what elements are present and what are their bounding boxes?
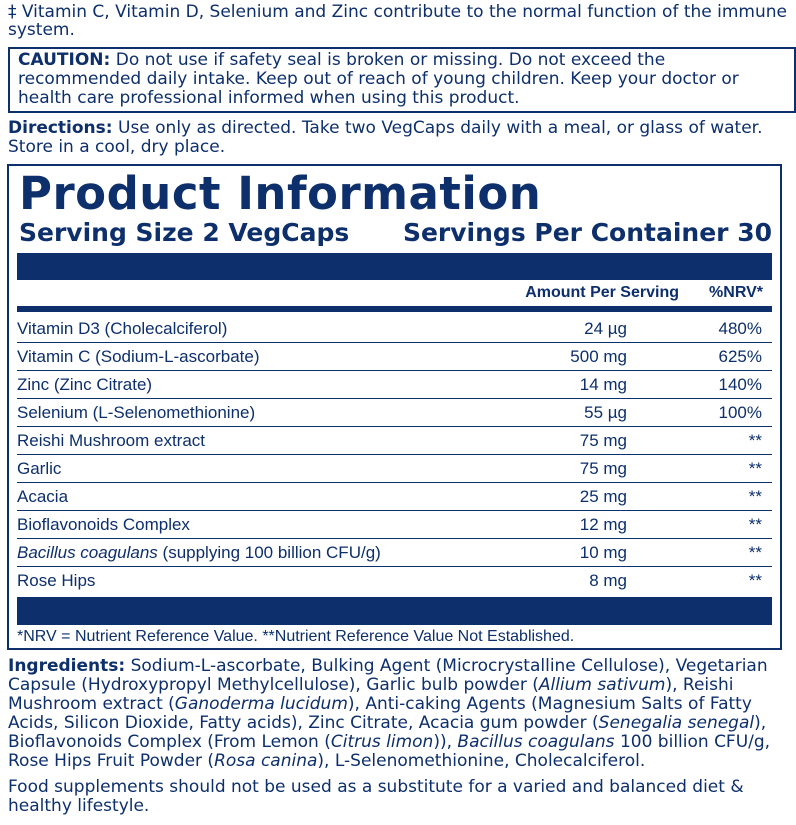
ingredients-latin-name: Bacillus coagulans — [457, 732, 615, 752]
column-header-amount: Amount Per Serving — [525, 284, 679, 301]
directions-text: Use only as directed. Take two VegCaps daily with a meal, or glass of water. Store in a cool, dry place. — [8, 118, 763, 157]
column-header-nrv: %NRV* — [709, 284, 763, 301]
table-row — [17, 455, 772, 483]
nutrient-amount: 55 µg — [584, 403, 627, 422]
ingredients-text: ), Reishi Mushroom extract ( — [8, 675, 734, 714]
nutrient-nrv: ** — [748, 515, 762, 534]
table-row — [17, 399, 772, 427]
nutrient-nrv: ** — [748, 487, 762, 506]
nutrient-amount: 14 mg — [579, 375, 627, 394]
nutrient-nrv: 480% — [718, 319, 762, 338]
nutrient-amount: 75 mg — [579, 431, 627, 450]
nutrient-name-rest: (supplying 100 billion CFU/g) — [157, 543, 381, 562]
nutrient-name-italic: Bacillus coagulans — [17, 543, 158, 562]
nutrient-name: Acacia — [17, 487, 69, 506]
serving-size: Serving Size 2 VegCaps — [19, 218, 350, 247]
directions-label: Directions: — [8, 118, 113, 138]
table-row — [17, 567, 772, 594]
ingredients-latin-name: Citrus limon — [330, 732, 434, 752]
nutrient-nrv: ** — [748, 543, 762, 562]
nutrient-table — [17, 315, 772, 594]
nrv-footnote: *NRV = Nutrient Reference Value. **Nutrient Reference Value Not Established. — [17, 628, 575, 645]
immune-claim-note: ‡ Vitamin C, Vitamin D, Selenium and Zinc contribute to the normal function of the immune system. — [8, 2, 788, 40]
ingredients-latin-name: Senegalia senegal — [598, 713, 755, 733]
footer-bar — [17, 597, 772, 625]
ingredients-label: Ingredients: — [8, 656, 126, 676]
caution-text: Do not use if safety seal is broken or missing. Do not exceed the recommended daily intake. Keep out of reach of young children. Keep your doctor or health care professional informed when using this product. — [18, 50, 739, 108]
ingredients-text: )), — [433, 732, 458, 752]
table-row — [17, 343, 772, 371]
nutrient-name: Garlic — [17, 459, 62, 478]
product-information-panel — [7, 164, 782, 650]
table-row — [17, 483, 772, 511]
ingredients-text: ), Anti-caking Agents (Magnesium Salts of Fatty Acids, Silicon Dioxide, Fatty acids), Zinc Citrate, Acacia gum powder ( — [8, 694, 752, 733]
table-row — [17, 539, 772, 567]
directions — [8, 119, 788, 157]
nutrient-name: Rose Hips — [17, 571, 96, 590]
nutrient-name: Vitamin C (Sodium-L-ascorbate) — [17, 347, 260, 366]
nutrient-name: Reishi Mushroom extract — [17, 431, 206, 450]
table-row — [17, 427, 772, 455]
ingredients — [8, 657, 790, 771]
nutrient-name: Bioflavonoids Complex — [17, 515, 190, 534]
nutrient-name — [17, 539, 381, 566]
nutrient-name: Vitamin D3 (Cholecalciferol) — [17, 319, 228, 338]
nutrient-amount: 75 mg — [579, 459, 627, 478]
header-divider — [17, 306, 772, 312]
ingredients-text: 100 billion CFU/g, Rose Hips Fruit Powder ( — [8, 732, 771, 771]
servings-per-container: Servings Per Container 30 — [402, 218, 772, 247]
ingredients-text: ), Bioflavonoids Complex (From Lemon ( — [8, 713, 767, 752]
ingredients-latin-name: Allium sativum — [538, 675, 666, 695]
nutrient-name: Selenium (L-Selenomethionine) — [17, 403, 256, 422]
nutrient-nrv: ** — [748, 431, 762, 450]
product-information-title: Product Information — [19, 167, 542, 220]
ingredients-text: Sodium-L-ascorbate, Bulking Agent (Microcrystalline Cellulose), Vegetarian Capsule (Hydroxypropyl Methylcellulose), Garlic bulb powder ( — [8, 656, 768, 695]
nutrient-nrv: 140% — [718, 375, 762, 394]
header-bar — [17, 253, 772, 280]
ingredients-latin-name: Ganoderma lucidum — [174, 694, 348, 714]
nutrient-nrv: 100% — [718, 403, 762, 422]
nutrient-amount: 25 mg — [579, 487, 627, 506]
table-row — [17, 511, 772, 539]
nutrient-amount: 24 µg — [584, 319, 627, 338]
nutrient-amount: 500 mg — [570, 347, 627, 366]
nutrient-name: Zinc (Zinc Citrate) — [17, 375, 153, 394]
table-row — [17, 371, 772, 399]
nutrient-nrv: ** — [748, 571, 762, 590]
caution-label: CAUTION: — [18, 50, 111, 70]
ingredients-latin-name: Rosa canina — [214, 751, 318, 771]
nutrient-nrv: ** — [748, 459, 762, 478]
caution-box — [8, 47, 796, 113]
nutrient-amount: 8 mg — [589, 571, 627, 590]
table-row — [17, 315, 772, 343]
nutrient-amount: 10 mg — [579, 543, 627, 562]
nutrient-nrv: 625% — [718, 347, 762, 366]
ingredients-text: ), L-Selenomethionine, Cholecalciferol. — [317, 751, 646, 771]
food-supplement-statement: Food supplements should not be used as a substitute for a varied and balanced diet & healthy lifestyle. — [8, 777, 744, 816]
nutrient-amount: 12 mg — [579, 515, 627, 534]
